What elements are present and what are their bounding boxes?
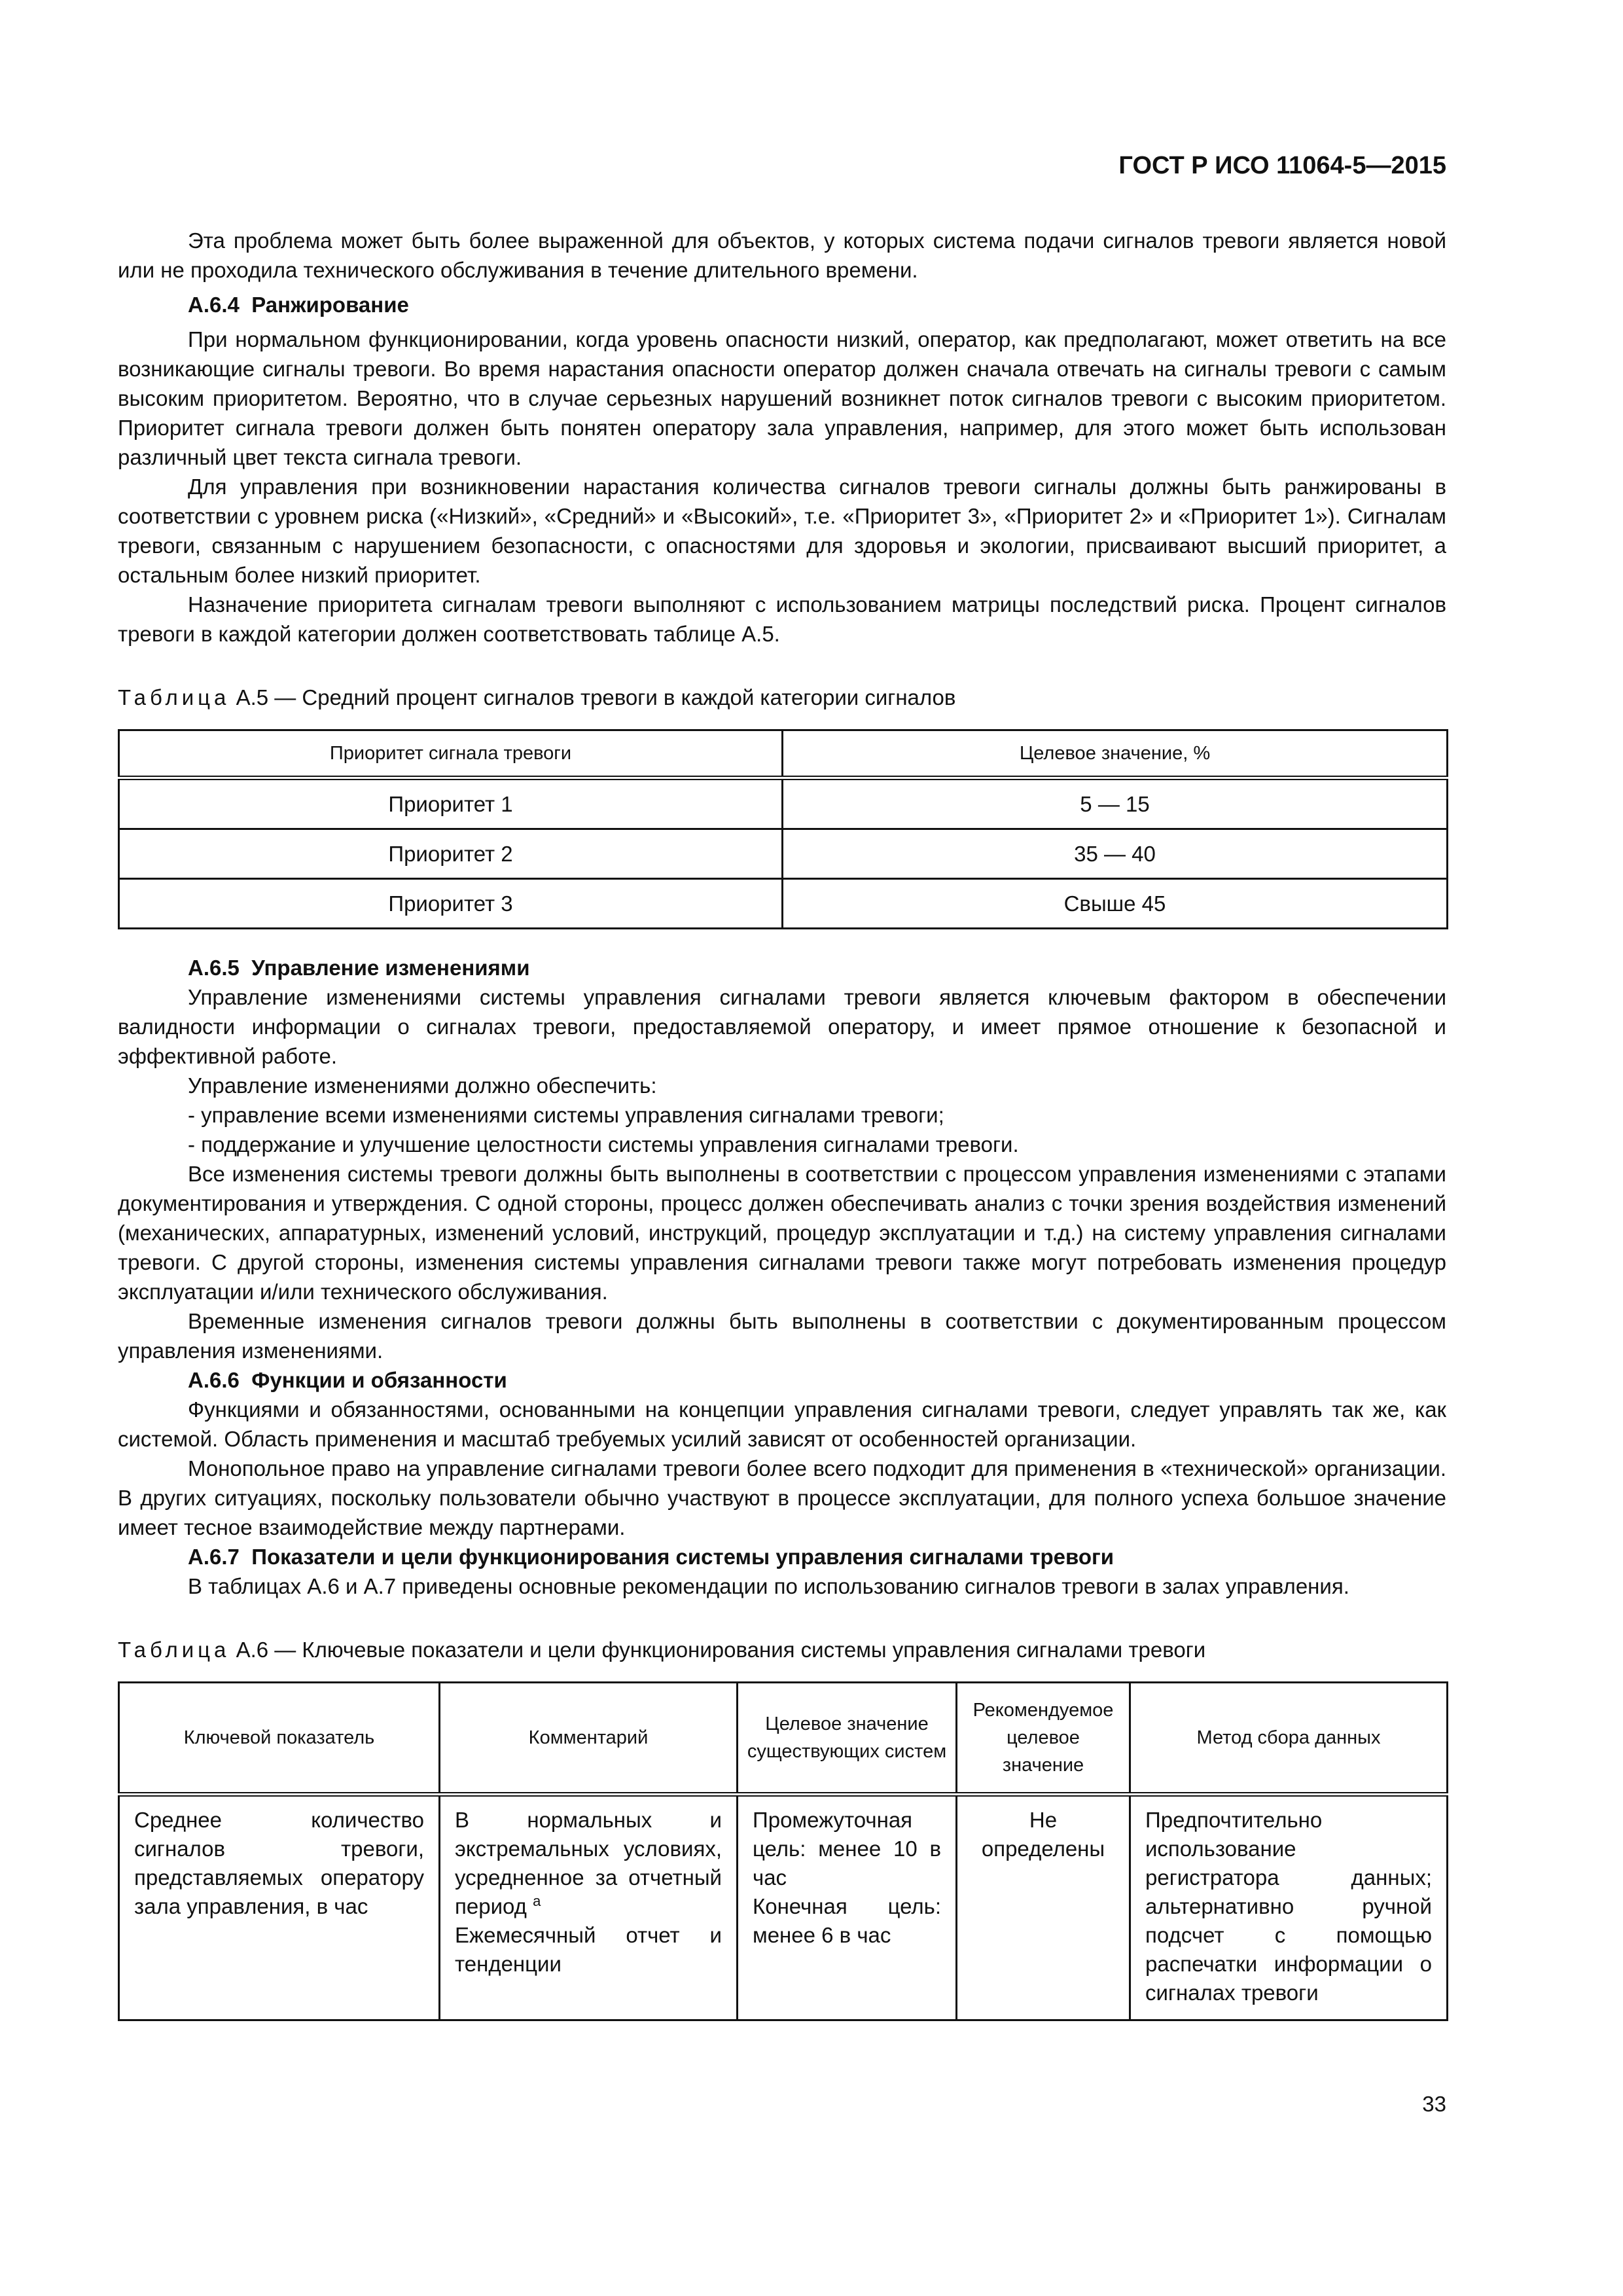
paragraph: При нормальном функционировании, когда уровень опасности низкий, оператор, как предполагают, может ответить на все возникающие сигналы тревоги. Во время нарастания опасности оператор должен сначала отвечать на сигналы тревоги с самым высоким приоритетом. Вероятно, что в случае серьезных нарушений возникнет поток сигналов тревоги с высоким приоритетом. Приоритет сигнала тревоги должен быть понятен оператору зала управления, например, для этого может быть использован различный цвет текста сигнала тревоги. xyxy=(118,327,1446,469)
section-title: Ранжирование xyxy=(251,293,409,317)
column-header: Целевое значение, % xyxy=(783,730,1448,778)
table-cell xyxy=(1130,1795,1448,2020)
table-cell: Приоритет 1 xyxy=(119,778,783,829)
table-row xyxy=(119,879,1448,929)
indicator-text: Среднее количество сигналов тревоги, представляемых оператору зала управления, в час xyxy=(134,1808,424,1918)
list-item: - управление всеми изменениями системы управления сигналами тревоги; xyxy=(188,1103,944,1127)
document-header: ГОСТ Р ИСО 11064-5—2015 xyxy=(1118,152,1446,179)
column-header: Комментарий xyxy=(440,1683,738,1795)
section-heading-a66 xyxy=(118,1365,1446,1395)
kpi-table xyxy=(118,1681,1448,2021)
paragraph: Все изменения системы тревоги должны быть выполнены в соответствии с процессом управления изменениями с этапами документирования и утверждения. С одной стороны, процесс должен обеспечивать анализ с точки зрения воздействия изменений (механических, аппаратурных, изменений условий, инструкций, процедур эксплуатации и т.д.) на систему управления сигналами тревоги. С другой стороны, изменения системы управления сигналами тревоги также могут потребовать изменения процедур эксплуатации и/или технического обслуживания. xyxy=(118,1162,1446,1304)
recommended-text: Не определены xyxy=(981,1808,1105,1861)
target-text: Конечная цель: менее 6 в час xyxy=(753,1894,941,1947)
comment-text: В нормальных и экстремальных условиях, усредненное за отчетный период xyxy=(455,1808,722,1918)
table-cell xyxy=(119,1795,440,2020)
table-row xyxy=(119,1795,1448,2020)
section-title: Управление изменениями xyxy=(251,956,530,980)
table-cell xyxy=(440,1795,738,2020)
table-cell: Приоритет 2 xyxy=(119,829,783,879)
paragraph: Управление изменениями должно обеспечить: xyxy=(188,1073,657,1098)
table-cell: 5 — 15 xyxy=(783,778,1448,829)
table-caption-prefix: Таблица xyxy=(118,685,230,709)
section-title: Показатели и цели функционирования системы управления сигналами тревоги xyxy=(251,1545,1115,1569)
table-caption-text: А.6 — Ключевые показатели и цели функционирования системы управления сигналами тревоги xyxy=(236,1638,1206,1662)
page-body xyxy=(118,226,1446,2021)
column-header: Рекомендуемое целевое значение xyxy=(957,1683,1130,1795)
section-number: А.6.5 xyxy=(188,956,240,980)
section-heading-a65 xyxy=(118,953,1446,982)
paragraph: Назначение приоритета сигналам тревоги выполняют с использованием матрицы последствий риска. Процент сигналов тревоги в каждой категории должен соответствовать таблице А.5. xyxy=(118,592,1446,646)
table-cell: 35 — 40 xyxy=(783,829,1448,879)
table-caption-prefix: Таблица xyxy=(118,1638,230,1662)
target-text: Промежуточная цель: менее 10 в час xyxy=(753,1808,941,1890)
table-header-row xyxy=(119,1683,1448,1795)
paragraph: В таблицах А.6 и А.7 приведены основные рекомендации по использованию сигналов тревоги в залах управления. xyxy=(188,1574,1349,1598)
paragraph: Временные изменения сигналов тревоги должны быть выполнены в соответствии с документированным процессом управления изменениями. xyxy=(118,1309,1446,1363)
table-caption xyxy=(118,1635,1446,1664)
column-header: Ключевой показатель xyxy=(119,1683,440,1795)
table-cell xyxy=(738,1795,957,2020)
column-header: Метод сбора данных xyxy=(1130,1683,1448,1795)
table-cell xyxy=(957,1795,1130,2020)
paragraph: Управление изменениями системы управления сигналами тревоги является ключевым фактором в обеспечении валидности информации о сигналах тревоги, предоставляемой оператору, и имеет прямое отношение к безопасной и эффективной работе. xyxy=(118,985,1446,1068)
table-caption-text: А.5 — Средний процент сигналов тревоги в каждой категории сигналов xyxy=(236,685,956,709)
table-header-row xyxy=(119,730,1448,778)
section-number: А.6.6 xyxy=(188,1368,240,1392)
section-title: Функции и обязанности xyxy=(251,1368,507,1392)
section-number: А.6.7 xyxy=(188,1545,240,1569)
paragraph: Функциями и обязанностями, основанными на концепции управления сигналами тревоги, следует управлять так же, как системой. Область применения и масштаб требуемых усилий зависят от особенностей организации. xyxy=(118,1397,1446,1451)
column-header: Приоритет сигнала тревоги xyxy=(119,730,783,778)
footnote-marker: а xyxy=(533,1893,541,1909)
table-row xyxy=(119,778,1448,829)
paragraph: Для управления при возникновении нарастания количества сигналов тревоги сигналы должны быть ранжированы в соответствии с уровнем риска («Низкий», «Средний» и «Высокий», т.е. «Приоритет 3», «Приоритет 2» и «Приоритет 1»). Сигналам тревоги, связанным с нарушением безопасности, с опасностями для здоровья и экологии, присваивают высший приоритет, а остальным более низкий приоритет. xyxy=(118,475,1446,587)
table-row xyxy=(119,829,1448,879)
list-item: - поддержание и улучшение целостности системы управления сигналами тревоги. xyxy=(188,1132,1019,1157)
table-caption xyxy=(118,683,1446,712)
page-number: 33 xyxy=(1422,2092,1446,2116)
column-header: Целевое значение существующих систем xyxy=(738,1683,957,1795)
paragraph: Монопольное право на управление сигналами тревоги более всего подходит для применения в «технической» организации. В других ситуациях, поскольку пользователи обычно участвуют в процессе эксплуатации, для полного успеха большое значение имеет тесное взаимодействие между партнерами. xyxy=(118,1456,1446,1539)
paragraph: Эта проблема может быть более выраженной для объектов, у которых система подачи сигналов тревоги является новой или не проходила технического обслуживания в течение длительного времени. xyxy=(118,228,1446,282)
section-heading-a64 xyxy=(118,290,1446,319)
table-cell: Приоритет 3 xyxy=(119,879,783,929)
priority-table xyxy=(118,729,1448,929)
section-heading-a67 xyxy=(118,1542,1446,1571)
table-cell: Свыше 45 xyxy=(783,879,1448,929)
method-text: Предпочтительно использование регистратора данных; альтернативно ручной подсчет с помощью распечатки информации о сигналах тревоги xyxy=(1145,1808,1432,2005)
comment-text: Ежемесячный отчет и тенденции xyxy=(455,1923,722,1976)
section-number: А.6.4 xyxy=(188,293,240,317)
